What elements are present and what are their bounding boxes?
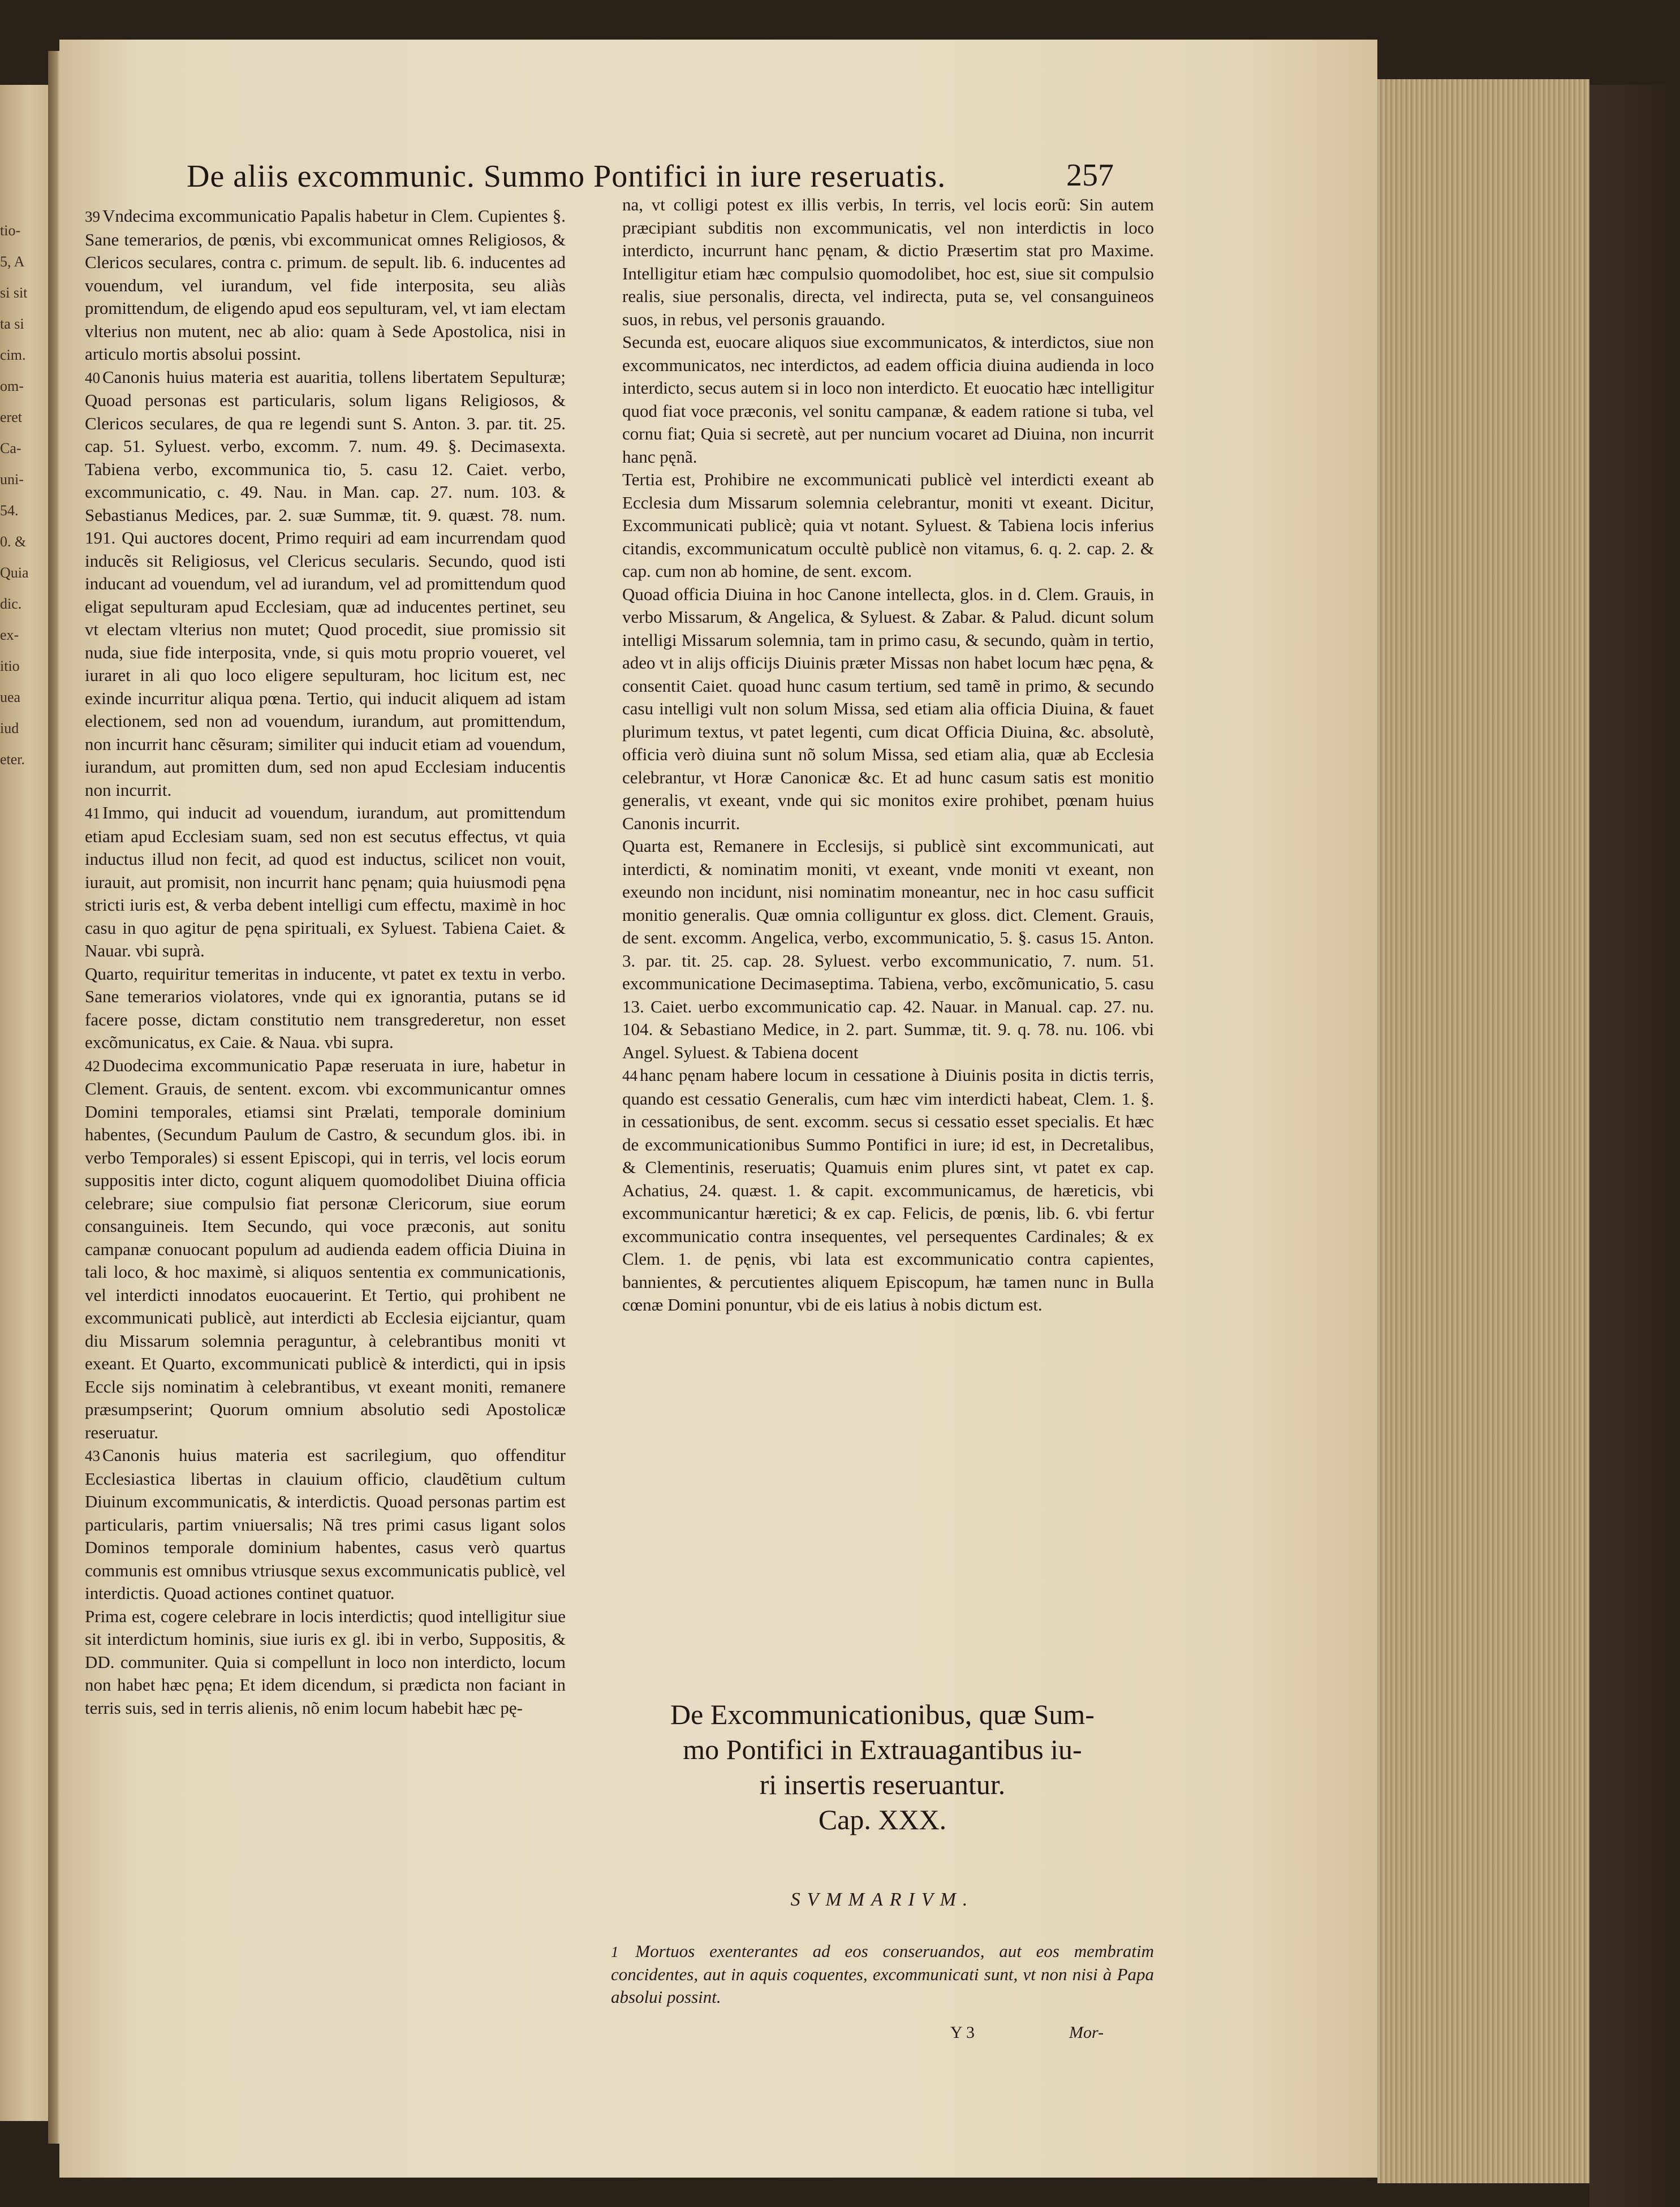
summarium-item [611, 1940, 1154, 2008]
paragraph-text: Secunda est, euocare aliquos siue excommunicatos, & interdictos, siue non excommunicatos, nec interdictos, ad eadem officia diuina audienda in loco interdicto, secus autem si in loco non interdicto. Et euocatio hæc intelligitur quod fiat voce præconis, vel sonitu campanæ, & eadem ratione si tuba, vel cornu fiat; Quia si secretè, aut per nuncium vocaret ad Diuina, non incurrit hanc pęnã. [622, 332, 1154, 467]
paragraph-text: Prima est, cogere celebrare in locis interdictis; quod intelligitur siue sit interdictum hominis, siue iuris ex gl. ibi in verbo, Suppositis, & DD. communiter. Quia si compellunt in loco non interdicto, locum non habet hæc pęna; Et idem dicendum, si prædicta non faciant in terris suis, sed in terris alienis, nõ enim locum habebit hæc pę- [85, 1606, 566, 1718]
paragraph-text: Tertia est, Prohibire ne excommunicati publicè vel interdicti exeant ab Ecclesia dum Missarum solemnia celebrantur, moniti vt exeant. Dicitur, Excommunicati publicè; quia vt notant. Syluest. & Tabiena locis inferius citandis, excommunicatum occultè publicè non vitamus, 6. q. 2. cap. 2. & cap. cum non ab homine, de sent. excom. [622, 469, 1154, 581]
catchword: Mor- [1069, 2023, 1104, 2042]
margin-fragment: tio- [0, 222, 21, 239]
margin-fragment: eret [0, 409, 22, 425]
left-page-margin-text [0, 215, 45, 775]
margin-fragment: 0. & [0, 533, 27, 550]
paragraph [85, 1444, 566, 1605]
paragraph [85, 1054, 566, 1445]
paragraph-number: 41 [85, 805, 100, 822]
paragraph-number: 44 [622, 1067, 637, 1084]
paragraph-text: Canonis huius materia est auaritia, tollens libertatem Sepulturæ; Quoad personas est particularis, solum ligans Religiosos, & Clericos seculares, de qua re legendi sunt S. Anton. 3. par. tit. 25. cap. 51. Syluest. verbo, excomm. 7. num. 49. §. Decimasexta. Tabiena verbo, excommunica tio, 5. casu 12. Caiet. verbo, excommunicatio, c. 49. Nau. in Man. cap. 27. num. 103. & Sebastianus Medices, par. 2. suæ Summæ, tit. 9. quæst. 78. num. 191. Qui auctores docent, Primo requiri ad eam incurrendam quod inducẽs sit Religiosus, vel Clericus secularis. Secundo, quod isti inducant ad vouendum, vel ad iurandum, vel ad promittendum quod eligat sepulturam apud Ecclesiam, quæ ad inducentes pertinet, seu vt electam vlterius non mutet; Quod procedit, siue promissio sit nuda, siue fide interposita, vnde, si quis motu proprio voueret, vel iuraret in ali quo loco eligere sepulturam, hoc licitum est, nec exinde incurritur aliqua pœna. Tertio, qui inducit aliquem ad istam electionem, sed non ad vouendum, iurandum, aut promittendum, non incurrit hanc cẽsuram; similiter qui inducit etiam ad vouendum, iurandum, aut promitten dum, sed non apud Ecclesiam inducentis non incurrit. [85, 367, 566, 800]
paragraph-text: Quarto, requiritur temeritas in inducente, vt patet ex textu in verbo. Sane temerarios violatores, vnde qui ex ignorantia, putans se id facere posse, dictam constitutio nem transgrederetur, non esset excõmunicatus, ex Caie. & Naua. vbi supra. [85, 963, 566, 1052]
summarium-item-text: Mortuos exenterantes ad eos conseruandos, aut eos membratim concidentes, aut in aquis coquentes, excommunicati sunt, vt non nisi à Papa absolui possint. [611, 1941, 1154, 2007]
paragraph [85, 801, 566, 963]
summarium-heading: SVMMARIVM. [790, 1889, 975, 1910]
chapter-heading [600, 1697, 1165, 1837]
paragraph [85, 205, 566, 366]
margin-fragment: Quia [0, 564, 29, 581]
page-edges [1377, 79, 1589, 2183]
paragraph-text: Canonis huius materia est sacrilegium, quo offenditur Ecclesiastica libertas in clauium officio, claudẽtium cultum Diuinum excommunicatis, & interdictis. Quoad personas partim est particularis, partim vniuersalis; Nã tres primi casus ligant solos Dominos temporale dominium habentes, casus verò quartus communis est omnibus vtriusque sexus excommunicatis publicè, vel interdictis. Quoad actiones continet quatuor. [85, 1445, 566, 1603]
signature-mark: Y 3 [950, 2023, 975, 2042]
right-text-column [622, 193, 1154, 1317]
running-head: De aliis excommunic. Summo Pontifici in iure reseruatis. [187, 159, 946, 194]
paragraph [85, 1605, 566, 1720]
left-text-column [85, 205, 566, 1719]
paragraph-text: Immo, qui inducit ad vouendum, iurandum, aut promittendum etiam apud Ecclesiam suam, sed non est secutus effectus, vt quia inductus illud non fecit, ad quod est inductus, scilicet non vouit, iurauit, aut promisit, non incurrit hanc pęnam; quia huiusmodi pęna stricti iuris est, & verba debent intelligi cum effectu, maximè in hoc casu in quo agitur de pęna spirituali, ex Syluest. Tabiena Caiet. & Nauar. vbi suprà. [85, 803, 566, 960]
paragraph-text: na, vt colligi potest ex illis verbis, In terris, vel locis eorũ: Sin autem præcipiant subditis non excommunicatis, vel non interdictis in loco interdicto, incurrunt hanc pęnam, & dictio Præsertim stat pro Maxime. Intelligitur etiam hæc compulsio quomodolibet, hoc est, siue sit compulsio realis, siue personalis, directa, vel indirecta, puta se, vel consanguineos suos, in rebus, vel personis grauando. [622, 195, 1154, 329]
margin-fragment: si sit [0, 285, 28, 301]
paragraph [622, 193, 1154, 331]
paragraph [622, 468, 1154, 583]
paragraph-text: hanc pęnam habere locum in cessatione à Diuinis posita in dictis terris, quando est cessatio Generalis, cum hæc vim interdicti habeat, Clem. 1. §. in cessationibus, de sent. excomm. secus si cessatio esset specialis. Et hæc de excommunicationibus Summo Pontifici in iure; id est, in Decretalibus, & Clementinis, reseruatis; Quamuis enim plures sint, vt patet ex cap. Achatius, 24. quæst. 1. & capit. excommunicamus, de hæreticis, vbi excommunicantur hæretici; & ex cap. Felicis, de pœnis, lib. 6. vbi fertur excommunicatio contra insequentes, vel persequentes Cardinales; & ex Clem. 1. de pęnis, vbi lata est excommunicatio contra capientes, bannientes, & percutientes aliquem Episcopum, hæ tamen nunc in Bulla cœnæ Domini ponuntur, vbi de eis latius à nobis dictum est. [622, 1065, 1154, 1314]
summarium-item-number: 1 [611, 1943, 619, 1960]
margin-fragment: uni- [0, 471, 24, 488]
paragraph [622, 1064, 1154, 1317]
paragraph-text: Quarta est, Remanere in Ecclesijs, si publicè sint excommunicati, aut interdicti, & nominatim moniti, vt exeant, vnde moniti vt exeant, non exeundo non incidunt, nisi nominatim moneantur, nec in hoc casu sufficit monitio generalis. Quæ omnia colliguntur ex gloss. dict. Clement. Grauis, de sent. excomm. Angelica, verbo, excommunicatio, 5. §. casus 15. Anton. 3. par. tit. 25. cap. 28. Syluest. verbo excommunicatio, 7. num. 51. excommunicatione Decimaseptima. Tabiena, verbo, excõmunicatio, 5. casu 13. Caiet. uerbo excommunicatio cap. 42. Nauar. in Manual. cap. 27. nu. 104. & Sebastiano Medice, in 2. part. Summæ, tit. 9. q. 78. nu. 106. vbi Angel. Syluest. & Tabiena docent [622, 836, 1154, 1062]
chapter-title-line: ri insertis reseruantur. [759, 1769, 1006, 1800]
paragraph [85, 963, 566, 1054]
paragraph-number: 40 [85, 369, 100, 386]
margin-fragment: 5, A [0, 253, 25, 270]
margin-fragment: uea [0, 689, 21, 705]
paragraph-text: Duodecima excommunicatio Papæ reseruata in iure, habetur in Clement. Grauis, de sentent. excom. vbi excommunicantur omnes Domini temporales, etiamsi sint Prælati, temporale dominium habentes, (Secundum Paulum de Castro, & secundum glos. ibi. in verbo Temporales) si essent Episcopi, qui in terris, vel locis eorum suppositis inter dicto, cogunt aliquem quomodolibet Diuina officia celebrare; siue compulsio fiat personæ Clericorum, siue eorum consanguineis. Item Secundo, qui voce præconis, aut sonitu campanæ conuocant populum ad audienda eadem officia Diuina in tali loco, & hoc maximè, si aliquos sententia ex communicationis, vel interdicti innodatos euocauerint. Et Tertio, qui prohibent ne excommunicati publicè, aut interdicti ab Ecclesia eijciantur, quam diu Missarum solemnia peraguntur, à celebrantibus moniti vt exeant. Et Quarto, excommunicati publicè & interdicti, qui in ipsis Eccle sijs nominatim à celebrantibus, vt exeant moniti, remanere præsumpserint; Quorum omnium absolutio sedi Apostolicæ reseruatur. [85, 1055, 566, 1442]
paragraph [622, 835, 1154, 1064]
margin-fragment: cim. [0, 347, 26, 363]
chapter-number: Cap. XXX. [818, 1804, 947, 1835]
margin-fragment: itio [0, 658, 20, 674]
paragraph [85, 366, 566, 802]
paragraph-text: Vndecima excommunicatio Papalis habetur in Clem. Cupientes §. Sane temerarios, de pœnis, vbi excommunicat omnes Religiosos, & Clericos seculares, contra c. primum. de sepult. lib. 6. inducentes ad vouendum, vel iurandum, vel fide interposita, seu aliàs promittendum, de eligendo apud eos sepulturam, vel, vt iam electam vlterius non mutent, nec ab alio: quam à Sede Apostolica, nisi in articulo mortis absolui possint. [85, 206, 566, 364]
book-gutter [48, 51, 59, 2144]
chapter-title-line: mo Pontifici in Extrauagantibus iu- [683, 1734, 1082, 1765]
margin-fragment: iud [0, 720, 19, 736]
margin-fragment: dic. [0, 596, 22, 612]
chapter-title-line: De Excommunicationibus, quæ Sum- [670, 1699, 1095, 1730]
margin-fragment: ex- [0, 627, 19, 643]
margin-fragment: ta si [0, 316, 24, 332]
margin-fragment: om- [0, 378, 24, 394]
page-number: 257 [1066, 158, 1114, 193]
margin-fragment: Ca- [0, 440, 21, 456]
margin-fragment: eter. [0, 751, 25, 768]
margin-fragment: 54. [0, 502, 19, 519]
paragraph-number: 39 [85, 208, 100, 225]
paragraph-text: Quoad officia Diuina in hoc Canone intellecta, glos. in d. Clem. Grauis, in verbo Missarum, & Angelica, & Syluest. & Zabar. & Palud. dicunt solum intelligi Missarum solemnia, tam in primo casu, & secundo, quàm in tertio, adeo vt in alijs officijs Diuinis præter Missas non habet locum hæc pęna, & consentit Caiet. quoad hunc casum tertium, sed tamẽ in primo, & secundo casu intelligi vult non solum Missa, sed etiam alia officia Diuina, & fauet plurimum textus, vt patet legenti, cum dicat Officia Diuina, &c. absolutè, officia verò diuina sunt nõ solum Missa, sed etiam alia, quæ ab Ecclesia celebrantur, vt Horæ Canonicæ &c. Et ad hunc casum satis est monitio generalis, vt exeant, vnde qui sic monitos exire prohibet, pœnam huius Canonis incurrit. [622, 584, 1154, 833]
paragraph [622, 331, 1154, 468]
paragraph-number: 43 [85, 1447, 100, 1464]
paragraph-number: 42 [85, 1057, 100, 1075]
edge-shadow [1589, 85, 1680, 2207]
paragraph [622, 583, 1154, 835]
